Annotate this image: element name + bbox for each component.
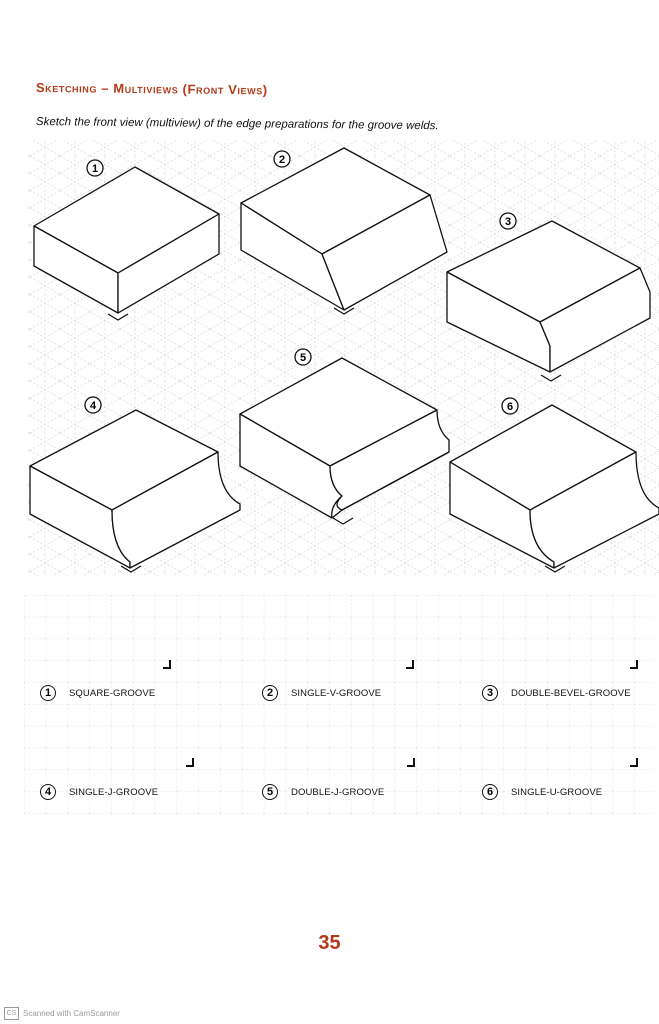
figure-number-6: [502, 398, 518, 414]
figure-number-5: [295, 349, 311, 365]
answer-label-2: SINGLE-V-GROOVE: [291, 687, 382, 699]
watermark: [4, 1007, 120, 1020]
answer-number-6: 6: [482, 784, 498, 800]
answer-number-5: 5: [262, 784, 278, 800]
svg-text:4: 4: [89, 400, 97, 412]
answer-label-4: SINGLE-J-GROOVE: [69, 786, 159, 798]
watermark-text: Scanned with CamScanner: [23, 1009, 120, 1018]
page-title: Sketching – Multiviews (Front Views): [35, 80, 268, 98]
camscanner-logo-icon: CS: [4, 1007, 19, 1020]
corner-mark: [630, 758, 638, 767]
answer-number-2: 2: [262, 685, 278, 701]
corner-mark: [186, 758, 194, 767]
answer-item-5: [262, 784, 385, 800]
answer-label-3: DOUBLE-BEVEL-GROOVE: [511, 687, 631, 699]
figure-number-4: [85, 397, 101, 413]
answer-label-6: SINGLE-U-GROOVE: [511, 786, 603, 798]
answer-label-5: DOUBLE-J-GROOVE: [291, 786, 385, 798]
svg-text:6: 6: [506, 401, 514, 413]
answer-number-4: 4: [40, 784, 56, 800]
answer-item-1: [40, 685, 156, 701]
svg-text:2: 2: [278, 154, 286, 166]
answer-item-3: [482, 685, 632, 701]
page-number: 35: [318, 932, 341, 954]
corner-mark: [630, 660, 638, 669]
answer-item-2: [262, 685, 382, 701]
answer-item-4: [40, 784, 159, 800]
svg-text:1: 1: [91, 163, 99, 175]
svg-text:5: 5: [299, 352, 307, 364]
answer-number-1: 1: [40, 685, 56, 701]
corner-mark: [407, 758, 415, 767]
answer-item-6: [482, 784, 603, 800]
answer-label-1: SQUARE-GROOVE: [69, 687, 156, 699]
instructions: Sketch the front view (multiview) of the edge preparations for the groove welds.: [35, 116, 439, 133]
corner-mark: [406, 660, 414, 669]
corner-mark: [163, 660, 171, 669]
isometric-grid-area: [28, 140, 659, 576]
figure-number-3: [500, 213, 516, 229]
figure-number-2: [274, 151, 290, 167]
answer-number-3: 3: [482, 685, 498, 701]
svg-text:3: 3: [504, 216, 512, 228]
figure-number-1: [87, 160, 103, 176]
